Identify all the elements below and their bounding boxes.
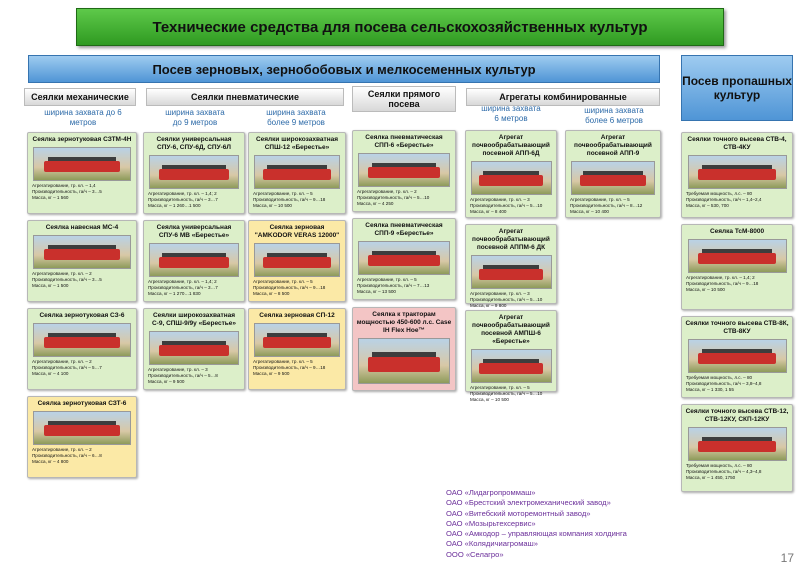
card-specs: Агрегатирование, тр. кл. – 2 Производительность, га/ч – 5…10 Масса, кг – 4 250	[357, 189, 430, 206]
machine-photo	[149, 331, 239, 365]
card-specs: Агрегатирование, тр. кл. – 3 Производительность, га/ч – 5…8 Масса, кг – 9 500	[148, 367, 218, 384]
card-name: Сеялка универсальная СПУ-6 МВ «Берестье»	[156, 224, 232, 239]
card-name: Сеялка зернотуковая СЗ-6	[39, 312, 125, 319]
machine-photo	[254, 243, 340, 277]
machine-photo	[149, 155, 239, 189]
manufacturers-list	[446, 488, 706, 560]
manufacturer-item: ОАО «Лидагропроммаш»	[446, 488, 536, 497]
machine-photo	[149, 243, 239, 277]
card-specs: Агрегатирование, тр. кл. – 1,4; 2 Производительность, га/ч – 9…18 Масса, кг – 10 500	[686, 275, 759, 292]
subhead-combo-width-more-6: ширина захвата более 6 метров	[584, 106, 644, 125]
manufacturer-item: ОАО «Витебский моторемонтный завод»	[446, 508, 591, 518]
card-name: Сеялка зернотуковая СЗТМ-4Н	[32, 136, 132, 143]
card-name: Сеялки точного высева СТВ-12, СТВ-12КУ, СКП-12КУ	[685, 408, 789, 423]
machine-photo	[688, 239, 787, 273]
machine-photo	[358, 338, 450, 384]
card-specs: Агрегатирование, тр. кл. – 3 Производительность, га/ч – 5…10 Масса, кг – 8 400	[470, 197, 543, 214]
manufacturer-item: ОАО «Колядичиагромаш»	[446, 539, 538, 549]
card-sz-6[interactable]	[27, 308, 137, 390]
card-name: Сеялка навесная МС-4	[45, 224, 119, 231]
card-name: Сеялки широкозахватная С-9, СПШ-9/9у «Берестье»	[151, 312, 237, 327]
card-stv-8k[interactable]	[681, 316, 793, 398]
card-name: Сеялка пневматическая СПП-9 «Берестье»	[365, 222, 443, 237]
card-specs: Агрегатирование, тр. кл. – 2 Производительность, га/ч – 3…5 Масса, кг – 1 500	[32, 271, 102, 288]
card-specs: Агрегатирование, тр. кл. – 5 Производительность, га/ч – 5…10 Масса, кг – 10 500	[470, 385, 543, 402]
card-amkodor-veras[interactable]	[248, 220, 346, 302]
card-name: Сеялки универсальная СПУ-6, СПУ-6Д, СПУ-6Л	[156, 136, 232, 151]
card-specs: Агрегатирование, тр. кл. – 1,4; 2 Производительность, га/ч – 3…7 Масса, кг – 1 260…1 500	[148, 191, 218, 208]
machine-photo	[358, 153, 450, 187]
card-name: Сеялка ТсМ-8000	[709, 228, 765, 235]
card-specs: Агрегатирование, тр. кл. – 1,4; 2 Производительность, га/ч – 3…7 Масса, кг – 1 270…1 830	[148, 279, 218, 296]
card-ampsh-6[interactable]	[465, 310, 557, 402]
machine-photo	[688, 155, 787, 189]
card-appm-6dk[interactable]	[465, 224, 557, 308]
subhead-mech-width: ширина захвата до 6 метров	[44, 108, 122, 127]
card-specs: Агрегатирование, тр. кл. – 5 Производительность, га/ч – 9…18 Масса, кг – 10 500	[253, 191, 326, 208]
card-szt-6[interactable]	[27, 396, 137, 478]
manufacturer-item: ОАО «Мозырьтехсервис»	[446, 518, 536, 528]
card-name: Сеялка зерновая СП-12	[259, 312, 335, 319]
machine-photo	[33, 411, 130, 445]
card-name: Агрегат почвообрабатывающий посевной АПП-6Д	[472, 134, 550, 157]
card-sp-12[interactable]	[248, 308, 346, 390]
machine-photo	[33, 323, 130, 357]
card-specs: Агрегатирование, тр. кл. – 2 Производительность, га/ч – 6…8 Масса, кг – 4 800	[32, 447, 102, 464]
machine-photo	[688, 427, 787, 461]
card-name: Агрегат почвообрабатывающий посевной АМПШ-6 «Берестье»	[472, 314, 550, 345]
card-spu-6-mv[interactable]	[143, 220, 245, 302]
machine-photo	[571, 161, 656, 195]
manufacturer-item: ОАО «Брестский электромеханический завод»	[446, 498, 611, 508]
page-title: Технические средства для посева сельскохозяйственных культур	[76, 8, 724, 46]
card-stv-4[interactable]	[681, 132, 793, 218]
card-s-9[interactable]	[143, 308, 245, 390]
machine-photo	[33, 235, 130, 269]
card-name: Агрегат почвообрабатывающий посевной АПП-9	[574, 134, 652, 157]
card-spu-6[interactable]	[143, 132, 245, 214]
card-specs: Агрегатирование, тр. кл. – 5 Производительность, га/ч – 9…18 Масса, кг – 8 500	[253, 279, 326, 296]
card-tsm-8000[interactable]	[681, 224, 793, 310]
card-app-6d[interactable]	[465, 130, 557, 218]
card-specs: Агрегатирование, тр. кл. – 5 Производительность, га/ч – 9…18 Масса, кг – 9 500	[253, 359, 326, 376]
category-direct-sowing: Сеялки прямого посева	[352, 86, 456, 112]
card-specs: Требуемая мощность, л.с. – 80 Производительность, га/ч – 1,4–2,4 Масса, кг – 530, 700	[686, 191, 762, 208]
card-ms-4[interactable]	[27, 220, 137, 302]
card-name: Сеялки точного высева СТВ-8К, СТВ-8КУ	[685, 320, 789, 335]
card-specs: Агрегатирование, тр. кл. – 5 Производительность, га/ч – 7…13 Масса, кг – 13 500	[357, 277, 430, 294]
subhead-pneu-width-more-9: ширина захвата более 9 метров	[266, 108, 326, 127]
manufacturer-item: ООО «Селагро»	[446, 549, 504, 559]
card-name: Сеялка к тракторам мощностью 450-600 л.с. Case IH Flex Hoe™	[356, 311, 452, 334]
card-app-9[interactable]	[565, 130, 661, 218]
machine-photo	[254, 323, 340, 357]
page-number: 17	[780, 551, 794, 565]
machine-photo	[471, 161, 552, 195]
card-name: Агрегат почвообрабатывающий посевной АППМ-6 ДК	[472, 228, 550, 251]
card-spsh-12[interactable]	[248, 132, 346, 214]
category-pneumatic: Сеялки пневматические	[146, 88, 344, 106]
category-mechanical: Сеялки механические	[24, 88, 136, 106]
category-combined: Агрегаты комбинированные	[466, 88, 660, 106]
section-band-row-crops: Посев пропашных культур	[681, 55, 793, 121]
machine-photo	[688, 339, 787, 373]
card-stv-12[interactable]	[681, 404, 793, 492]
card-specs: Требуемая мощность, л.с. – 80 Производительность, га/ч – 4,3–4,8 Масса, кг – 1 450, 1750	[686, 463, 762, 480]
card-name: Сеялки точного высева СТВ-4, СТВ-4КУ	[687, 136, 787, 151]
card-specs: Требуемая мощность, л.с. – 80 Производительность, га/ч – 3,8–4,8 Масса, кг – 1 330, 1 55	[686, 375, 762, 392]
card-specs: Агрегатирование, тр. кл. – 1,4 Производительность, га/ч – 3…5 Масса, кг – 1 560	[32, 183, 102, 200]
machine-photo	[33, 147, 130, 181]
card-name: Сеялка зернотуковая СЗТ-6	[37, 400, 127, 407]
card-name: Сеялка пневматическая СПП-6 «Берестье»	[365, 134, 443, 149]
card-specs: Агрегатирование, тр. кл. – 3 Производительность, га/ч – 5…10 Масса, кг – 9 800	[470, 291, 543, 308]
card-spp-9[interactable]	[352, 218, 456, 300]
card-spp-6[interactable]	[352, 130, 456, 212]
card-specs: Агрегатирование, тр. кл. – 5 Производительность, га/ч – 8…12 Масса, кг – 10 400	[570, 197, 643, 214]
machine-photo	[358, 241, 450, 275]
manufacturer-item: ОАО «Амкодор – управляющая компания холдинга	[446, 529, 627, 539]
subhead-pneu-width-9: ширина захвата до 9 метров	[165, 108, 225, 127]
card-specs: Агрегатирование, тр. кл. – 2 Производительность, га/ч – 5…7 Масса, кг – 4 100	[32, 359, 102, 376]
machine-photo	[254, 155, 340, 189]
card-sztm-4n[interactable]	[27, 132, 137, 214]
card-case-flex-hoe[interactable]	[352, 307, 456, 391]
card-name: Сеялка зерновая "AMKODOR VERAS 12000"	[254, 224, 340, 239]
card-name: Сеялки широкозахватная СПШ-12 «Берестье»	[255, 136, 339, 151]
subhead-combo-width-6: ширина захвата 6 метров	[481, 104, 541, 123]
section-band-grain: Посев зерновых, зернобобовых и мелкосеменных культур	[28, 55, 660, 83]
machine-photo	[471, 255, 552, 289]
machine-photo	[471, 349, 552, 383]
